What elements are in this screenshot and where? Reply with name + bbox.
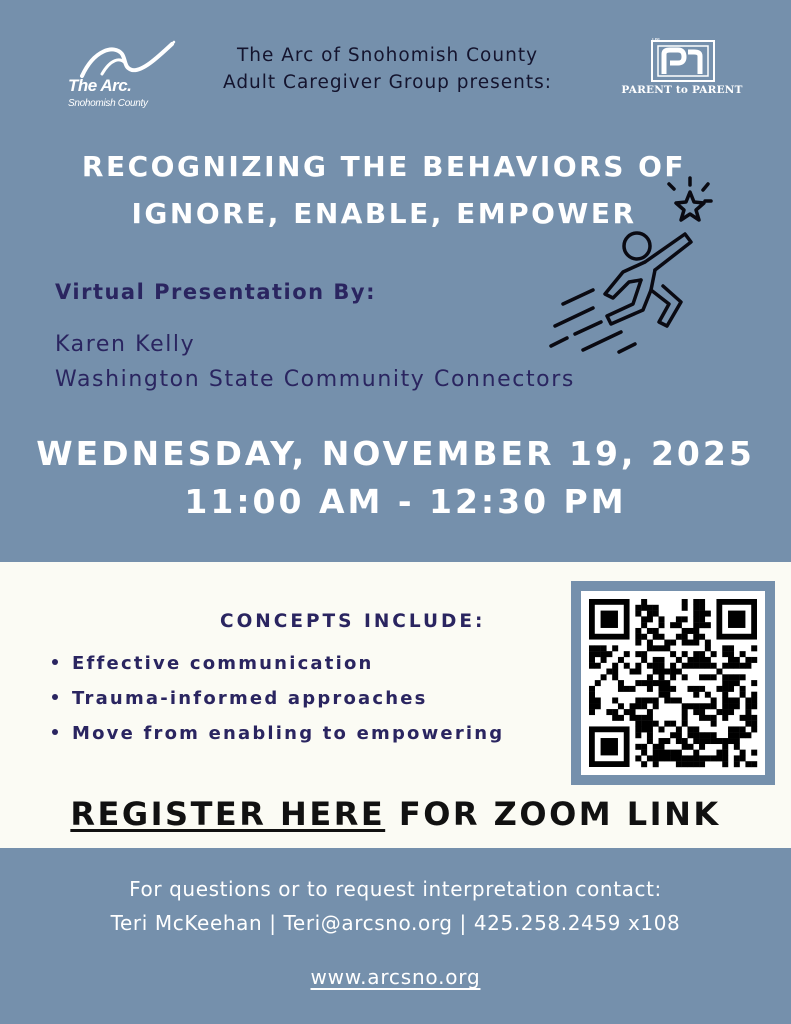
presenting-organization — [185, 42, 590, 96]
website — [0, 965, 791, 989]
p2p-mark-icon — [612, 38, 752, 84]
bullet-icon — [52, 659, 58, 665]
header-line-1: The Arc of Snohomish County — [236, 45, 539, 66]
event-time: 11:00 AM - 12:30 PM — [184, 482, 627, 521]
arc-logo-name: The Arc. — [68, 76, 132, 95]
bullet-icon — [52, 729, 58, 735]
arc-logo — [62, 40, 182, 115]
contact-line-1: For questions or to request interpretation contact: — [129, 877, 662, 901]
event-date: WEDNESDAY, NOVEMBER 19, 2025 — [36, 434, 755, 473]
qr-pattern-icon — [581, 591, 765, 775]
presentation-heading: Virtual Presentation By: — [55, 280, 377, 304]
presenter-name: Karen Kelly — [55, 332, 196, 357]
concept-text: Move from enabling to empowering — [72, 723, 505, 744]
presenter-organization: Washington State Community Connectors — [55, 367, 575, 392]
concept-text: Trauma-informed approaches — [72, 688, 428, 709]
header-line-2: Adult Caregiver Group presents: — [222, 72, 552, 93]
qr-code-image[interactable] — [581, 591, 765, 775]
p2p-logo-text: PARENT to PARENT — [621, 84, 743, 96]
contact-line-2: Teri McKeehan | Teri@arcsno.org | 425.258.2459 x108 — [110, 911, 681, 935]
parent-to-parent-logo — [612, 38, 752, 110]
list-item — [52, 646, 504, 681]
arc-logo-county: Snohomish County — [68, 98, 148, 109]
register-line — [0, 795, 791, 833]
website-link[interactable]: www.arcsno.org — [310, 965, 481, 989]
concepts-list — [52, 646, 504, 751]
p2p-tm: TM — [651, 38, 660, 43]
concepts-heading: CONCEPTS INCLUDE: — [220, 611, 486, 632]
presenter-block — [55, 327, 575, 397]
register-rest: FOR ZOOM LINK — [398, 795, 721, 833]
contact-info — [0, 872, 791, 940]
list-item — [52, 716, 504, 751]
title-line-2: IGNORE, ENABLE, EMPOWER — [131, 197, 637, 230]
title-line-1: RECOGNIZING THE BEHAVIORS OF — [81, 150, 687, 183]
concept-text: Effective communication — [72, 653, 374, 674]
bullet-icon — [52, 694, 58, 700]
register-here-link[interactable]: REGISTER HERE — [70, 795, 386, 833]
list-item — [52, 681, 504, 716]
qr-code[interactable] — [571, 581, 775, 785]
